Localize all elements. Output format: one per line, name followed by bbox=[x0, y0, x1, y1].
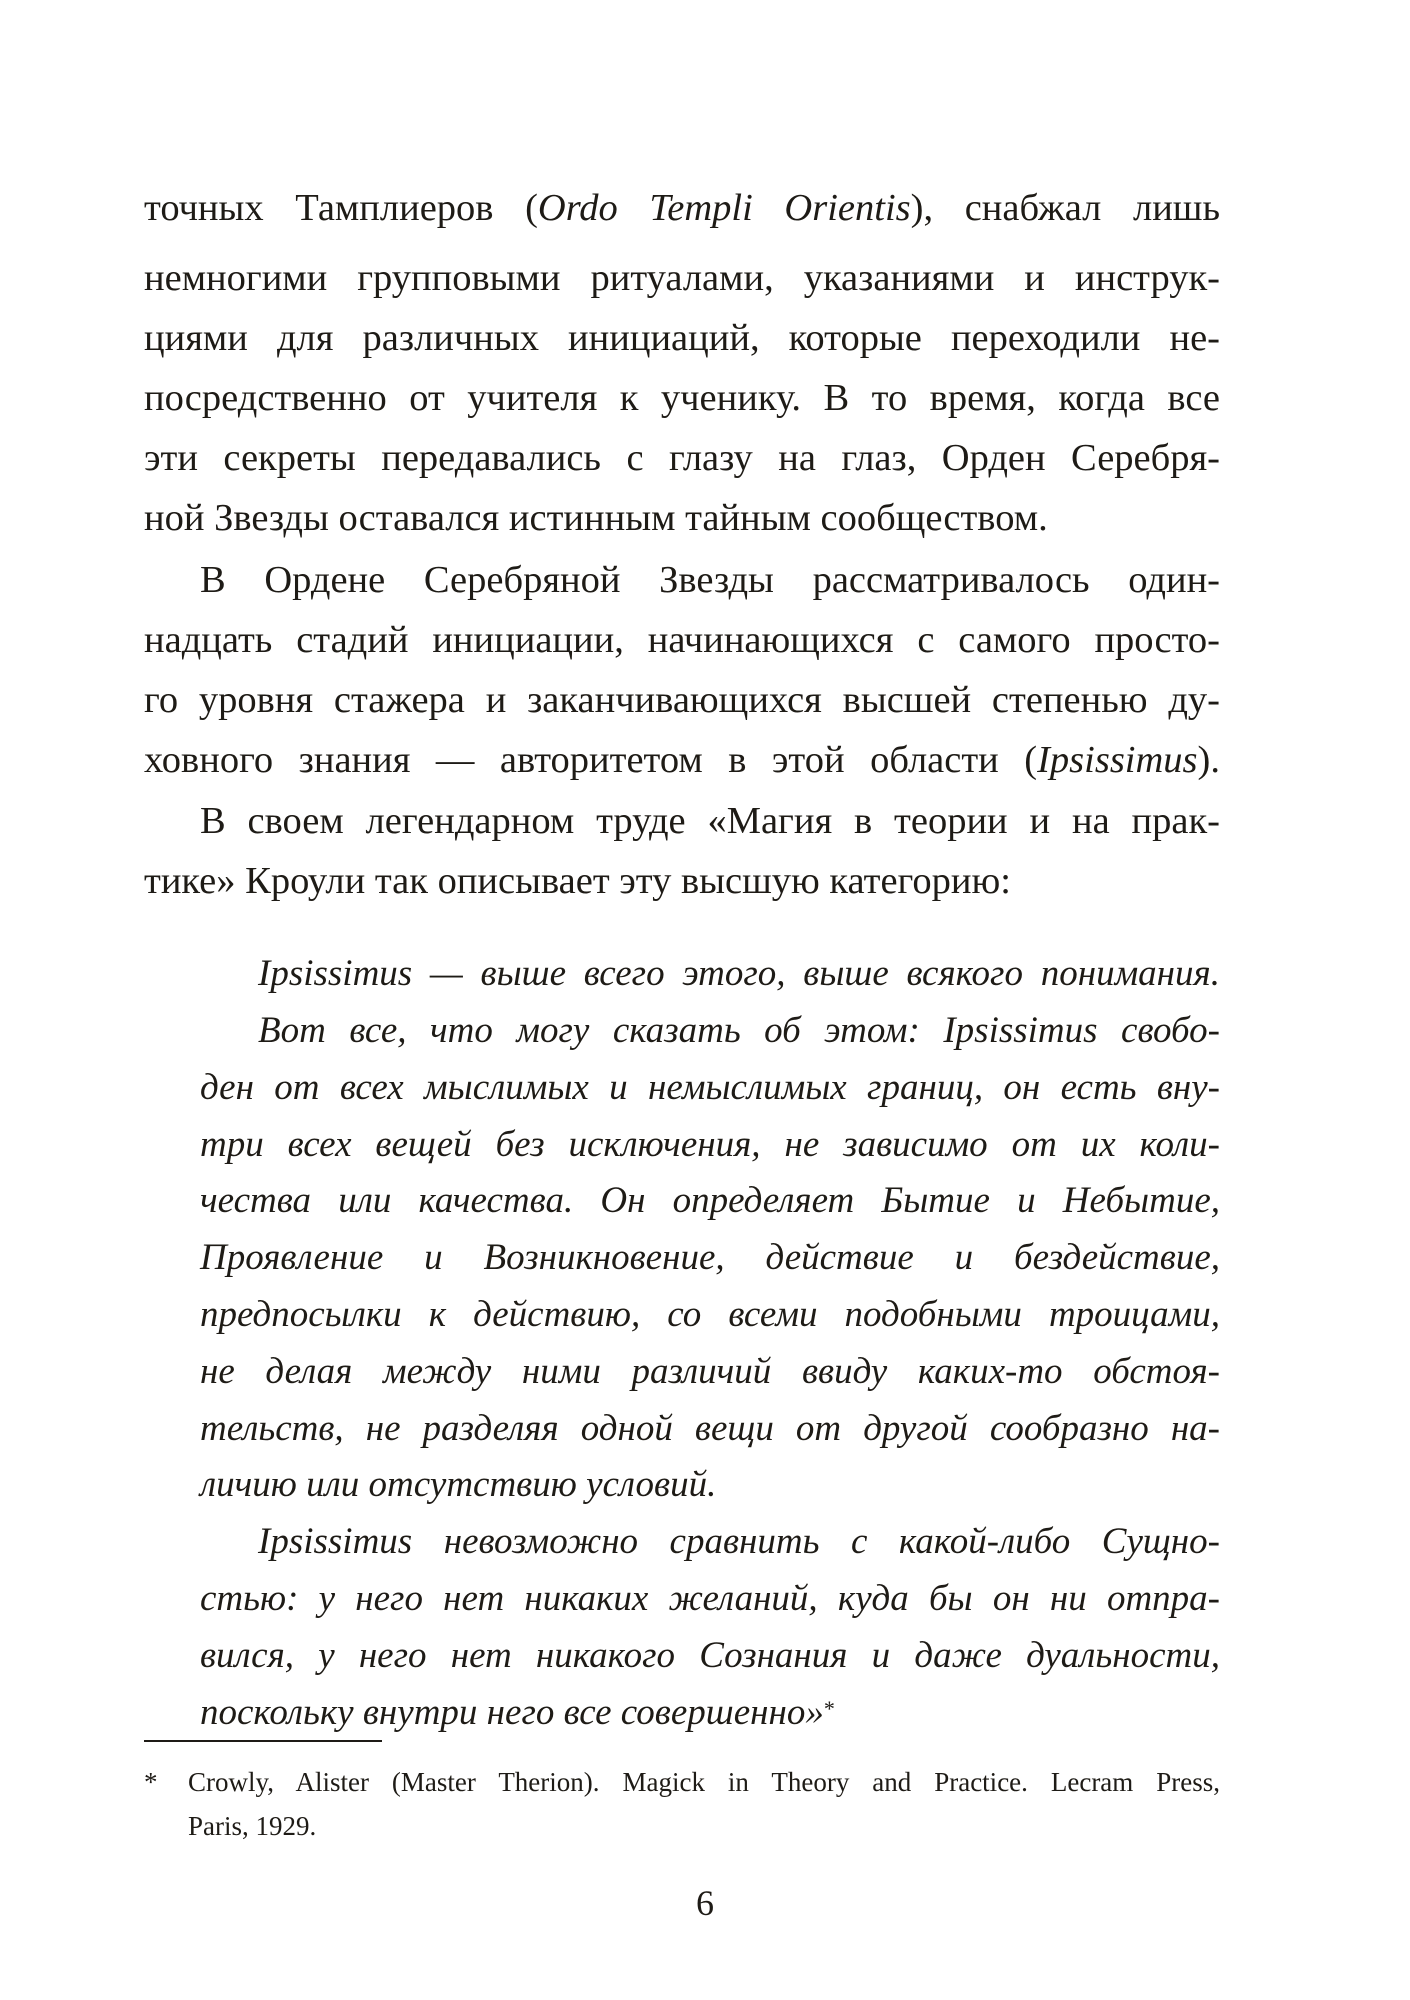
body-text: ховного знания — авторитетом в этой области ( bbox=[144, 739, 1038, 781]
body-line: циями для различных инициаций, которые переходили не- bbox=[144, 317, 1220, 359]
body-line bbox=[144, 178, 1220, 238]
footnote-line bbox=[144, 1760, 1220, 1804]
quote-text: поскольку внутри него все совершенно» bbox=[200, 1692, 824, 1733]
quote-line: Проявление и Возникновение, действие и бездействие, bbox=[200, 1237, 1220, 1278]
body-line: немногими групповыми ритуалами, указаниями и инструк- bbox=[144, 257, 1220, 299]
footnote-line: Paris, 1929. bbox=[188, 1811, 317, 1841]
footnote-reference[interactable]: * bbox=[823, 1696, 835, 1721]
body-line: го уровня стажера и заканчивающихся высшей степенью ду- bbox=[144, 679, 1220, 721]
quote-line: вился, у него нет никакого Сознания и даже дуальности, bbox=[200, 1635, 1220, 1676]
footnote-divider bbox=[144, 1740, 382, 1742]
quote-line: тельств, не разделяя одной вещи от другой сообразно на- bbox=[200, 1408, 1220, 1449]
quote-line: не делая между ними различий ввиду каких-то обстоя- bbox=[200, 1351, 1220, 1392]
body-line: В своем легендарном труде «Магия в теории и на прак- bbox=[200, 800, 1220, 842]
quote-line: ден от всех мыслимых и немыслимых границ, он есть вну- bbox=[200, 1067, 1220, 1108]
body-line: посредственно от учителя к ученику. В то время, когда все bbox=[144, 377, 1220, 419]
latin-term: Ipsissimus bbox=[1037, 739, 1198, 781]
page-number: 6 bbox=[696, 1883, 714, 1923]
body-line: тике» Кроули так описывает эту высшую категорию: bbox=[144, 860, 1011, 902]
body-line: В Ордене Серебряной Звезды рассматривалось один- bbox=[200, 559, 1220, 601]
quote-line: чества или качества. Он определяет Бытие и Небытие, bbox=[200, 1180, 1220, 1221]
quote-line: Ipsissimus — выше всего этого, выше всякого понимания. bbox=[258, 953, 1220, 994]
latin-term: Ordo Templi Orientis bbox=[537, 187, 911, 229]
quote-line: три всех вещей без исключения, не зависимо от их коли- bbox=[200, 1124, 1220, 1165]
body-text: ). bbox=[1197, 739, 1220, 781]
body-line: эти секреты передавались с глазу на глаз, Орден Серебря- bbox=[144, 437, 1220, 479]
quote-line: личию или отсутствию условий. bbox=[200, 1464, 717, 1505]
quote-line: стью: у него нет никаких желаний, куда бы он ни отпра- bbox=[200, 1578, 1220, 1619]
body-line: ной Звезды оставался истинным тайным сообществом. bbox=[144, 497, 1048, 539]
footnote-text: Crowly, Alister (Master Therion). Magick in Theory and Practice. Lecram Press, bbox=[188, 1767, 1220, 1797]
body-text: точных Тамплиеров ( bbox=[144, 187, 538, 229]
body-line bbox=[144, 730, 1220, 790]
footnote-mark: * bbox=[144, 1767, 158, 1797]
quote-line bbox=[200, 1685, 1220, 1741]
quote-line: Вот все, что могу сказать об этом: Ipsissimus свобо- bbox=[258, 1010, 1220, 1051]
body-text: ), снабжал лишь bbox=[910, 187, 1220, 229]
quote-line: предпосылки к действию, со всеми подобными троицами, bbox=[200, 1294, 1220, 1335]
quote-line: Ipsissimus невозможно сравнить с какой-либо Сущно- bbox=[258, 1521, 1220, 1562]
body-line: надцать стадий инициации, начинающихся с самого просто- bbox=[144, 619, 1220, 661]
